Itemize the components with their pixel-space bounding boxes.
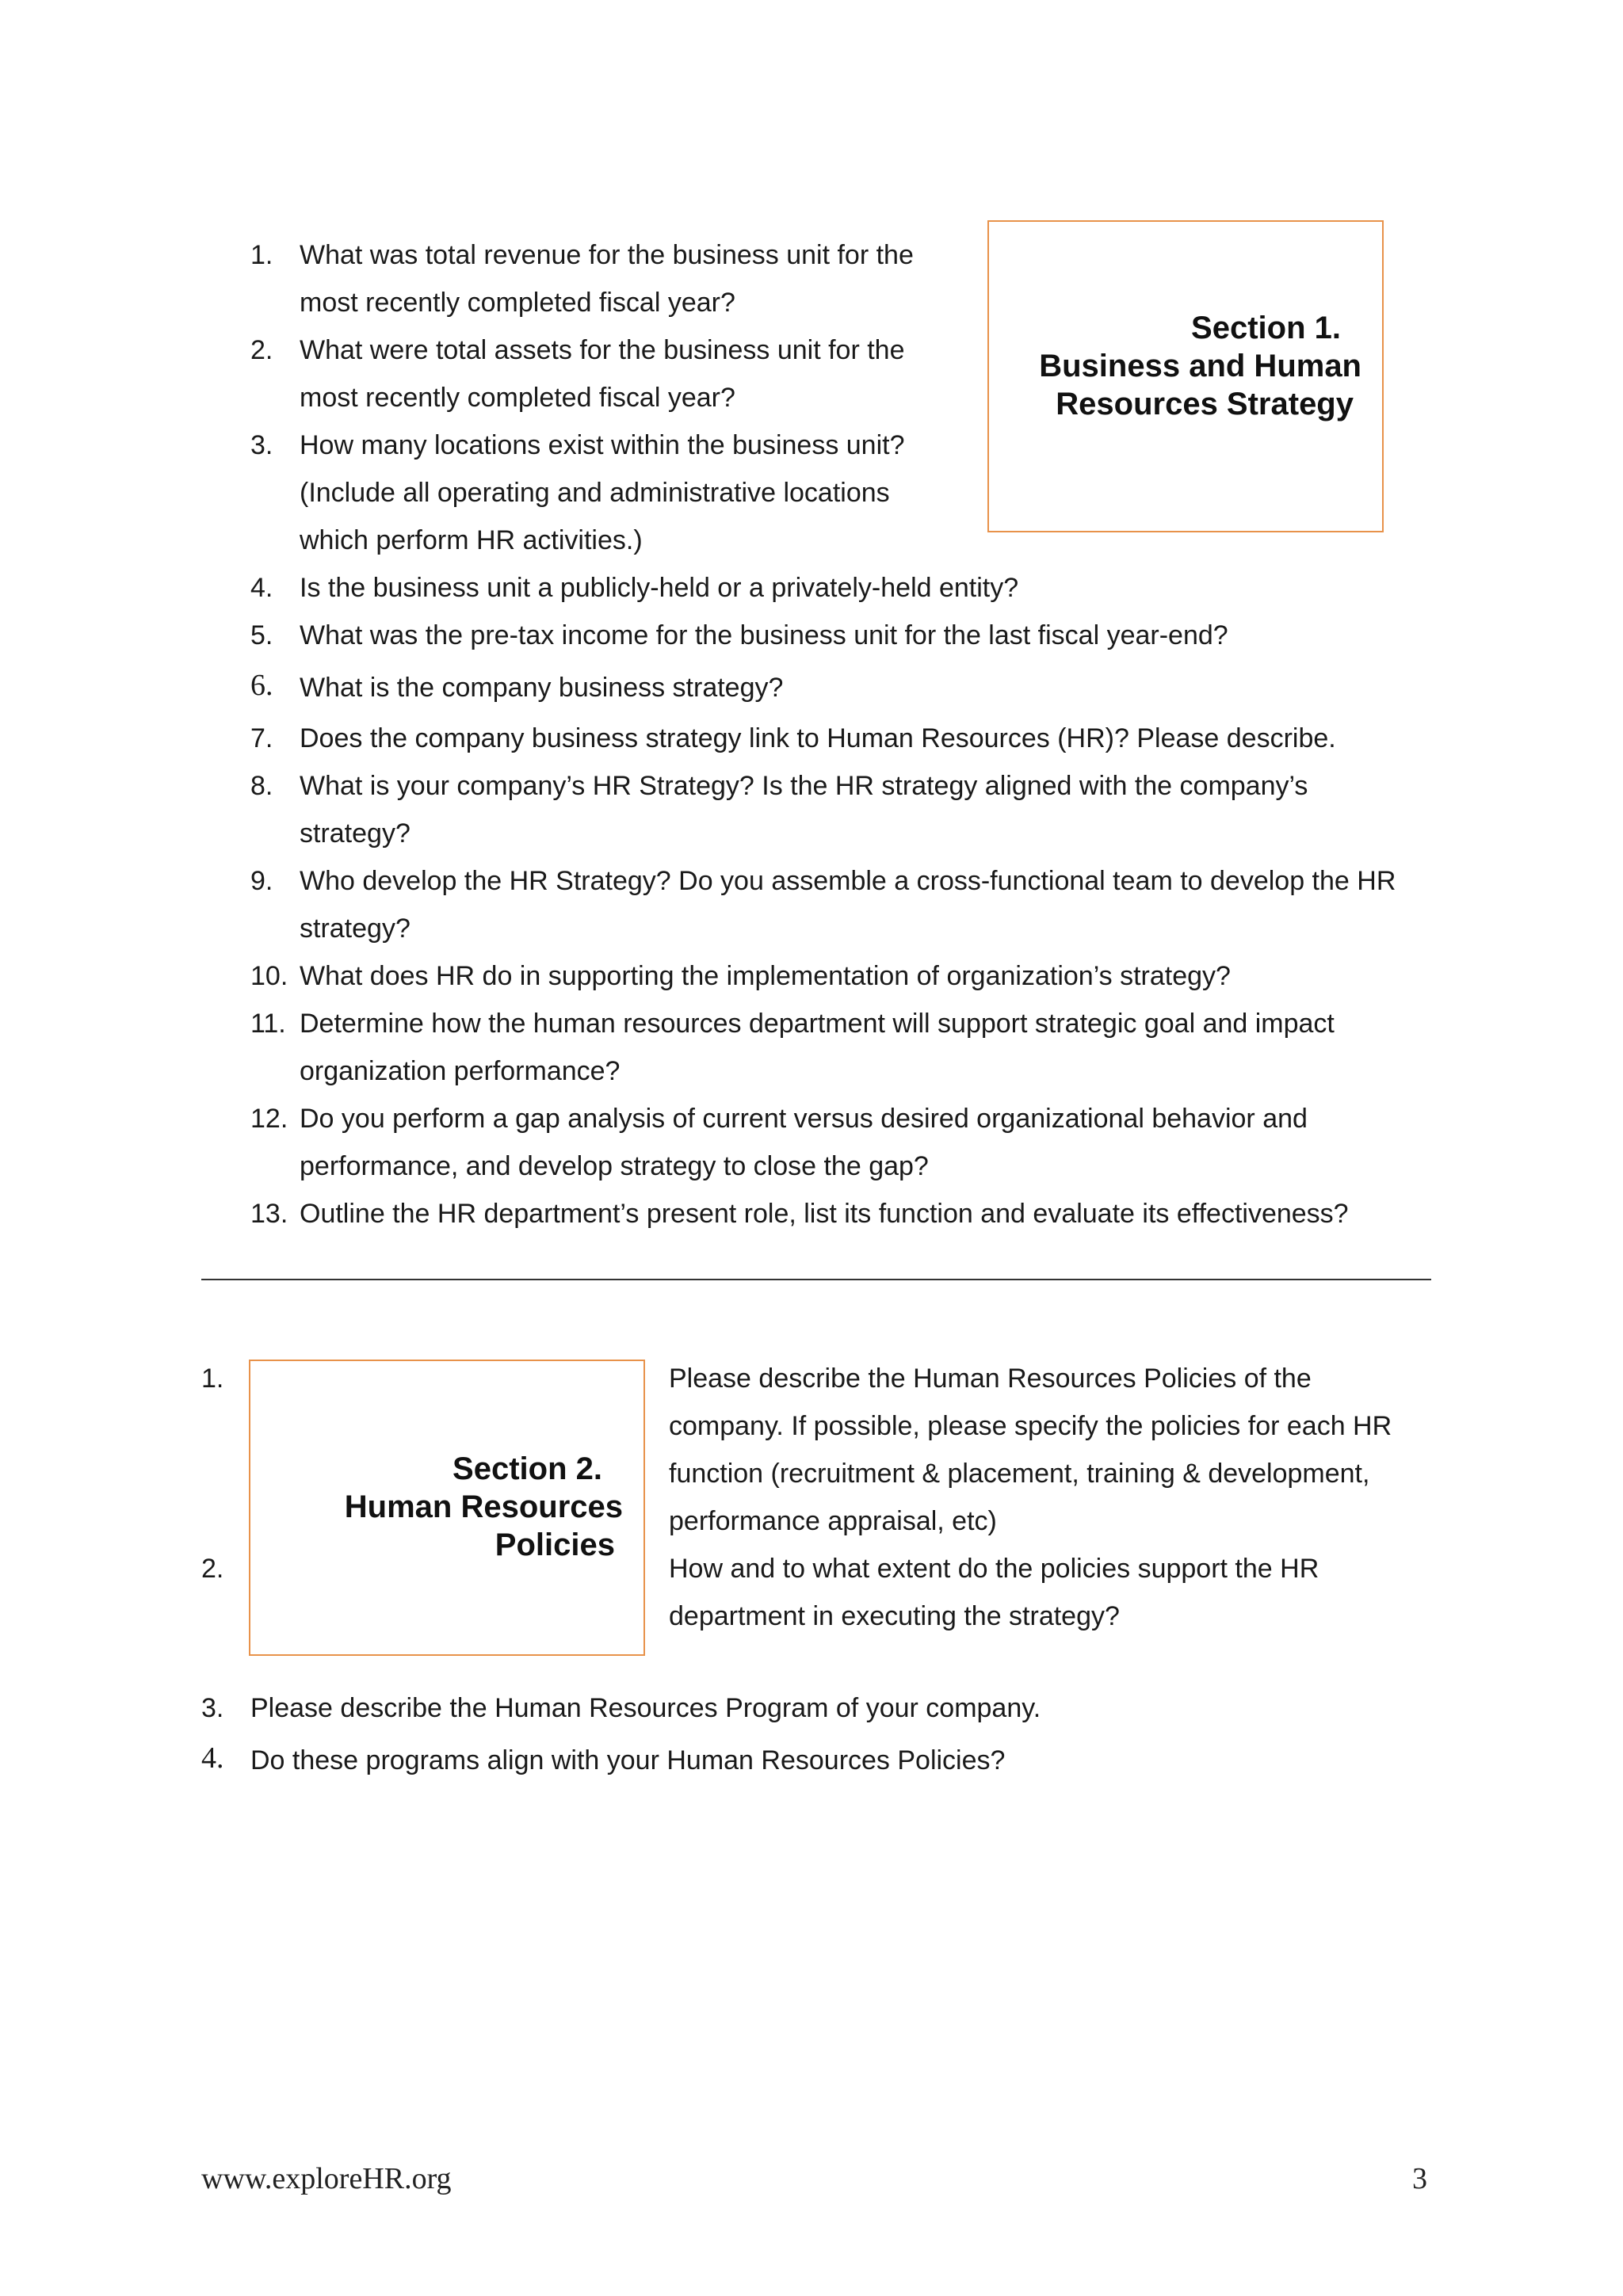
question-text: What was the pre-tax income for the business unit for the last fiscal year-end? [300,620,1228,650]
question-number: 7. [250,723,273,753]
question-text: department in executing the strategy? [669,1601,1120,1631]
question-text: Is the business unit a publicly-held or a privately-held entity? [300,573,1019,603]
question-text: What is your company’s HR Strategy? Is the HR strategy aligned with the company’s [300,771,1308,801]
question-text: Outline the HR department’s present role, list its function and evaluate its effectiveness? [300,1199,1349,1229]
question-number: 1. [250,240,273,270]
question-number: 3. [250,430,273,460]
question-text: Do these programs align with your Human Resources Policies? [250,1745,1006,1775]
question-number: 6. [250,669,273,702]
question-number: 9. [250,866,273,896]
section1-title [997,309,1361,423]
question-text: Do you perform a gap analysis of current versus desired organizational behavior and [300,1104,1308,1134]
question-text: How and to what extent do the policies support the HR [669,1554,1319,1584]
question-number: 11. [250,1009,286,1039]
section2-title-box [249,1360,645,1656]
question-text: How many locations exist within the business unit? [300,430,905,460]
section1-title-line: Section 1. [1191,311,1341,345]
question-number: 2. [250,335,273,365]
section2-title [258,1450,623,1564]
question-text: Please describe the Human Resources Policies of the [669,1363,1312,1394]
question-text: Who develop the HR Strategy? Do you assemble a cross-functional team to develop the HR [300,866,1396,896]
question-text: strategy? [300,913,411,944]
question-text: Does the company business strategy link to Human Resources (HR)? Please describe. [300,723,1336,753]
question-text: most recently completed fiscal year? [300,383,735,413]
section2-title-line: Section 2. [453,1451,602,1486]
question-number: 4. [201,1741,224,1775]
question-number: 1. [201,1363,224,1394]
question-number: 4. [250,573,273,603]
page-number: 3 [1412,2162,1427,2195]
section-divider [201,1279,1431,1280]
section2-title-line: Policies [495,1527,615,1562]
question-text: Determine how the human resources department will support strategic goal and impact [300,1009,1335,1039]
question-number: 13. [250,1199,288,1229]
question-text: most recently completed fiscal year? [300,288,735,318]
question-number: 2. [201,1554,224,1584]
question-text: Please describe the Human Resources Program of your company. [250,1693,1041,1723]
question-text: function (recruitment & placement, training & development, [669,1459,1370,1489]
question-text: organization performance? [300,1056,621,1086]
question-number: 10. [250,961,288,991]
section1-title-box [987,220,1384,532]
question-number: 3. [201,1693,224,1723]
question-text: What were total assets for the business unit for the [300,335,905,365]
question-number: 5. [250,620,273,650]
question-text: What is the company business strategy? [300,673,784,703]
section1-title-line: Resources Strategy [1056,387,1354,421]
question-text: company. If possible, please specify the policies for each HR [669,1411,1392,1441]
question-text: What does HR do in supporting the implementation of organization’s strategy? [300,961,1231,991]
section1-title-line: Business and Human [1039,349,1361,383]
footer-url: www.exploreHR.org [201,2162,452,2195]
section2-title-line: Human Resources [344,1489,623,1524]
question-number: 8. [250,771,273,801]
question-text: performance appraisal, etc) [669,1506,997,1536]
question-text: performance, and develop strategy to close the gap? [300,1151,929,1181]
question-text: What was total revenue for the business unit for the [300,240,914,270]
question-text: (Include all operating and administrative locations [300,478,890,508]
question-number: 12. [250,1104,288,1134]
question-text: which perform HR activities.) [300,525,643,555]
question-text: strategy? [300,818,411,849]
